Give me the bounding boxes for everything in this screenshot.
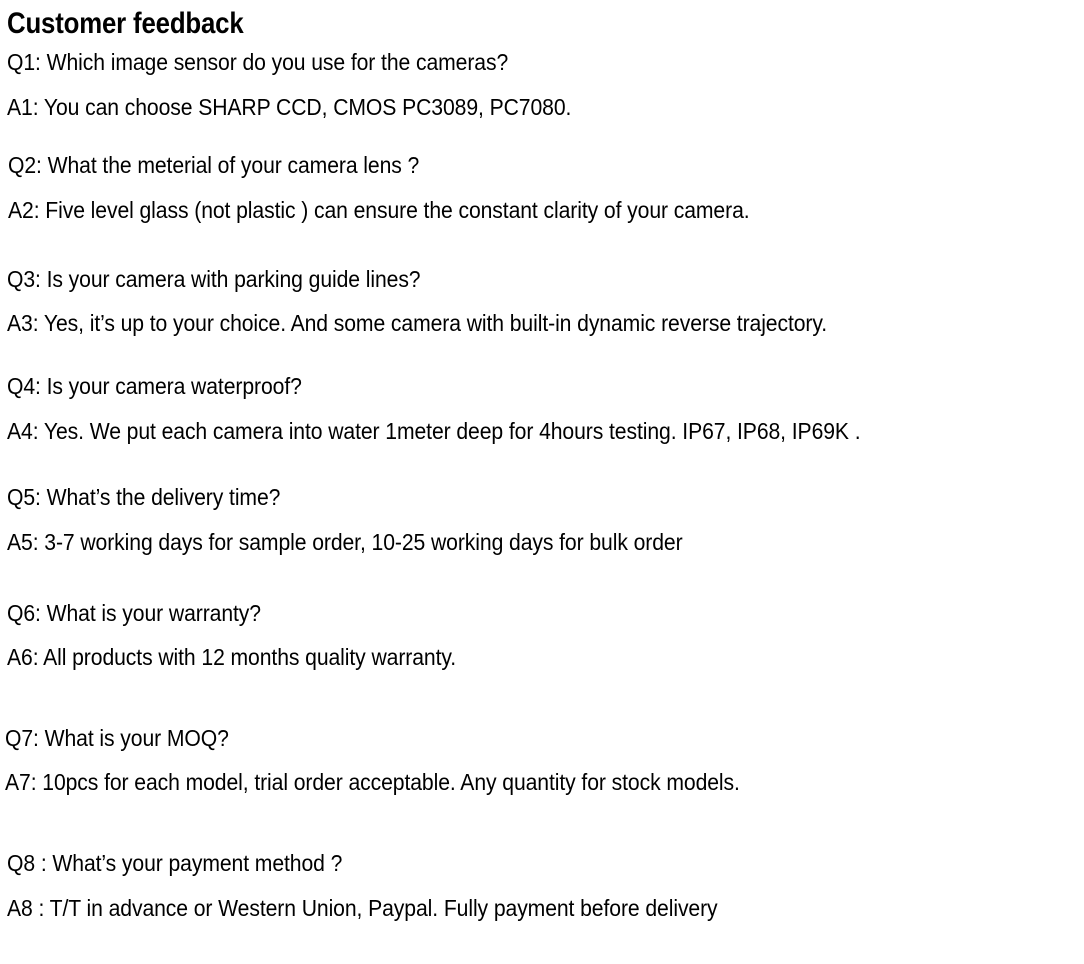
answer-5: A5: 3-7 working days for sample order, 10-25 working days for bulk order (7, 529, 683, 555)
document-title: Customer feedback (7, 7, 244, 40)
question-5: Q5: What’s the delivery time? (7, 484, 281, 510)
question-1: Q1: Which image sensor do you use for the cameras? (7, 49, 509, 75)
question-2: Q2: What the meterial of your camera lens ? (8, 152, 420, 178)
answer-2: A2: Five level glass (not plastic ) can ensure the constant clarity of your camera. (8, 197, 750, 223)
question-7: Q7: What is your MOQ? (5, 725, 229, 751)
answer-8: A8 : T/T in advance or Western Union, Paypal. Fully payment before delivery (7, 895, 718, 921)
answer-1: A1: You can choose SHARP CCD, CMOS PC3089, PC7080. (7, 94, 572, 120)
question-3: Q3: Is your camera with parking guide lines? (7, 266, 421, 292)
question-6: Q6: What is your warranty? (7, 600, 261, 626)
answer-7: A7: 10pcs for each model, trial order acceptable. Any quantity for stock models. (5, 769, 740, 795)
answer-6: A6: All products with 12 months quality warranty. (7, 644, 457, 670)
question-4: Q4: Is your camera waterproof? (7, 373, 302, 399)
question-8: Q8 : What’s your payment method ? (7, 850, 343, 876)
answer-3: A3: Yes, it’s up to your choice. And some camera with built-in dynamic reverse trajectory. (7, 310, 828, 336)
answer-4: A4: Yes. We put each camera into water 1meter deep for 4hours testing. IP67, IP68, IP69K . (7, 418, 861, 444)
